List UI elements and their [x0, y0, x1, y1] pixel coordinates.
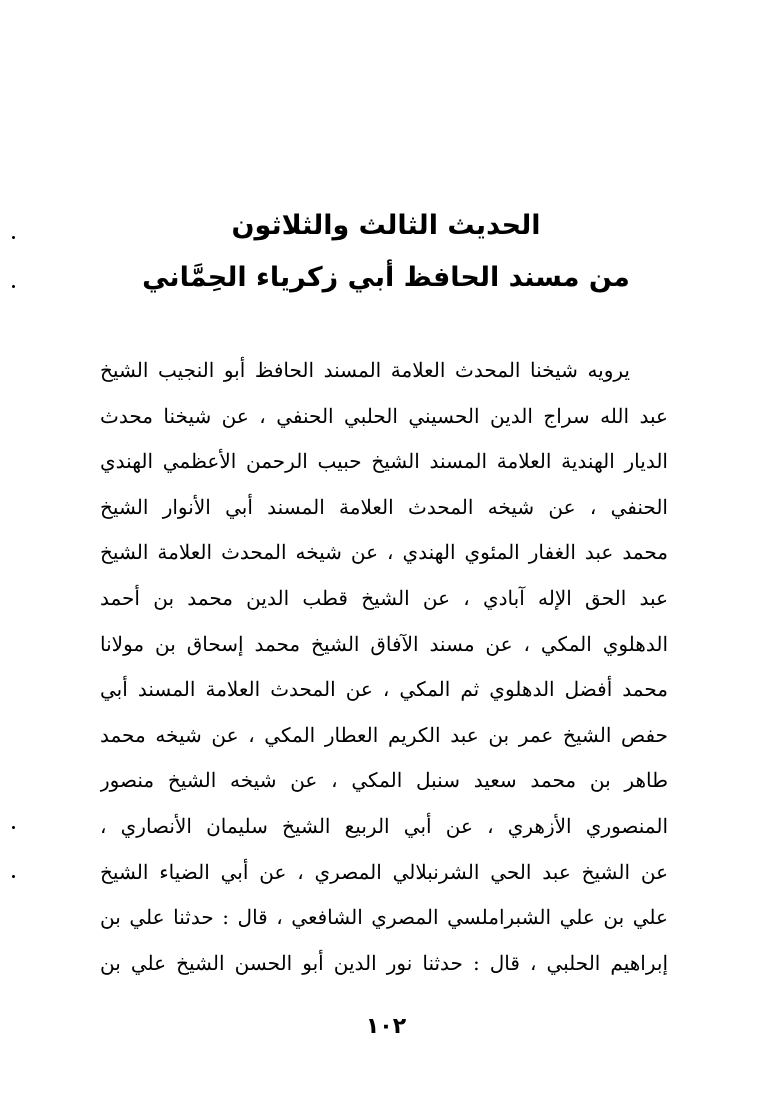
body-line: طاهر بن محمد سعيد سنبل المكي ، عن شيخه الشيخ منصور	[100, 768, 668, 793]
body-line: المنصوري الأزهري ، عن أبي الربيع الشيخ سليمان الأنصاري ،	[100, 813, 668, 838]
body-line: عبد الحق الإله آبادي ، عن الشيخ قطب الدين محمد بن أحمد	[100, 585, 668, 610]
body-line: حفص الشيخ عمر بن عبد الكريم العطار المكي ، عن شيخه محمد	[100, 722, 668, 747]
page-number: ١٠٢	[365, 1014, 407, 1039]
margin-mark	[12, 875, 15, 878]
body-line: عن الشيخ عبد الحي الشرنبلالي المصري ، عن أبي الضياء الشيخ	[100, 859, 668, 884]
hadith-subtitle: من مسند الحافظ أبي زكرياء الحِمَّاني	[142, 262, 630, 293]
body-line: محمد أفضل الدهلوي ثم المكي ، عن المحدث العلامة المسند أبي	[100, 677, 668, 702]
margin-mark	[12, 826, 15, 829]
body-line: يرويه شيخنا المحدث العلامة المسند الحافظ أبو النجيب الشيخ	[100, 358, 630, 382]
body-line: علي بن علي الشبراملسي المصري الشافعي ، قال : حدثنا علي بن	[100, 905, 668, 930]
hadith-title: الحديث الثالث والثلاثون	[231, 210, 541, 241]
body-line: محمد عبد الغفار المئوي الهندي ، عن شيخه المحدث العلامة الشيخ	[100, 540, 668, 565]
body-line: الديار الهندية العلامة المسند الشيخ حبيب الرحمن الأعظمي الهندي	[100, 449, 668, 474]
body-line: الحنفي ، عن شيخه المحدث العلامة المسند أبي الأنوار الشيخ	[100, 494, 668, 519]
body-paragraph	[100, 348, 668, 986]
body-line: عبد الله سراج الدين الحسيني الحلبي الحنفي ، عن شيخنا محدث	[100, 403, 668, 428]
body-line: إبراهيم الحلبي ، قال : حدثنا نور الدين أبو الحسن الشيخ علي بن	[100, 950, 668, 975]
body-line: الدهلوي المكي ، عن مسند الآفاق الشيخ محمد إسحاق بن مولانا	[100, 631, 668, 656]
